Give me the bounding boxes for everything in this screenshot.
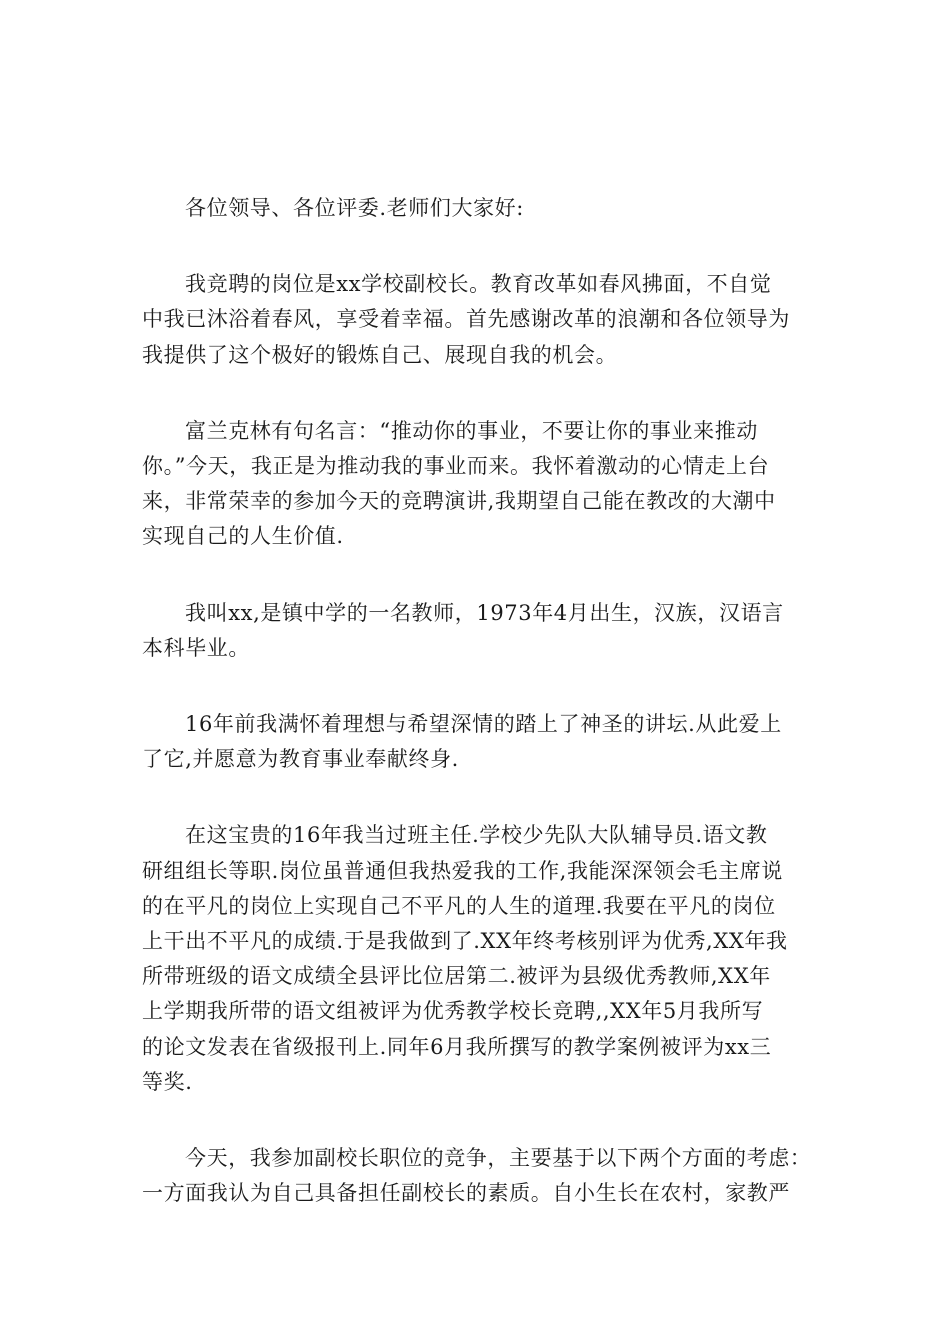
career-start-paragraph [142,707,812,777]
intro-paragraph [142,596,812,666]
text-line: 了它,并愿意为教育事业奉献终身. [142,747,459,772]
text-line: 今天，我参加副校长职位的竞争，主要基于以下两个方面的考虑： [185,1146,812,1171]
text-line: 来，非常荣幸的参加今天的竞聘演讲,我期望自己能在教改的大潮中 [142,489,776,514]
position-paragraph [142,267,812,373]
text-line: 本科毕业。 [142,635,250,660]
text-line: 中我已沐浴着春风，享受着幸福。首先感谢改革的浪潮和各位领导为 [142,307,790,332]
text-line: 我叫xx,是镇中学的一名教师，1973年4月出生，汉族，汉语言 [185,600,784,625]
text-line: 上干出不平凡的成绩.于是我做到了.XX年终考核别评为优秀,XX年我 [142,929,788,954]
achievements-paragraph [142,818,812,1100]
text-line: 16年前我满怀着理想与希望深情的踏上了神圣的讲坛.从此爱上 [185,712,782,737]
text-line: 等奖. [142,1069,193,1094]
text-line: 在这宝贵的16年我当过班主任.学校少先队大队辅导员.语文教 [185,823,768,848]
text-line: 所带班级的语文成绩全县评比位居第二.被评为县级优秀教师,XX年 [142,964,771,989]
document-body [142,191,812,1252]
text-line: 一方面我认为自己具备担任副校长的素质。自小生长在农村，家教严 [142,1181,790,1206]
text-line: 我竞聘的岗位是xx学校副校长。教育改革如春风拂面，不自觉 [185,272,772,297]
text-line: 实现自己的人生价值. [142,524,344,549]
text-line: 上学期我所带的语文组被评为优秀教学校长竞聘,,XX年5月我所写 [142,999,764,1024]
text-line: 的论文发表在省级报刊上.同年6月我所撰写的教学案例被评为xx三 [142,1034,772,1059]
text-line: 各位领导、各位评委.老师们大家好: [185,196,524,220]
greeting-paragraph [142,191,812,226]
text-line: 富兰克林有句名言：“推动你的事业，不要让你的事业来推动 [185,418,758,443]
quote-paragraph [142,414,812,555]
motivation-paragraph [142,1141,812,1211]
text-line: 的在平凡的岗位上实现自己不平凡的人生的道理.我要在平凡的岗位 [142,893,776,918]
text-line: 我提供了这个极好的锻炼自己、展现自我的机会。 [142,342,618,367]
text-line: 你。”今天，我正是为推动我的事业而来。我怀着激动的心情走上台 [142,454,770,479]
text-line: 研组组长等职.岗位虽普通但我热爱我的工作,我能深深领会毛主席说 [142,858,783,883]
